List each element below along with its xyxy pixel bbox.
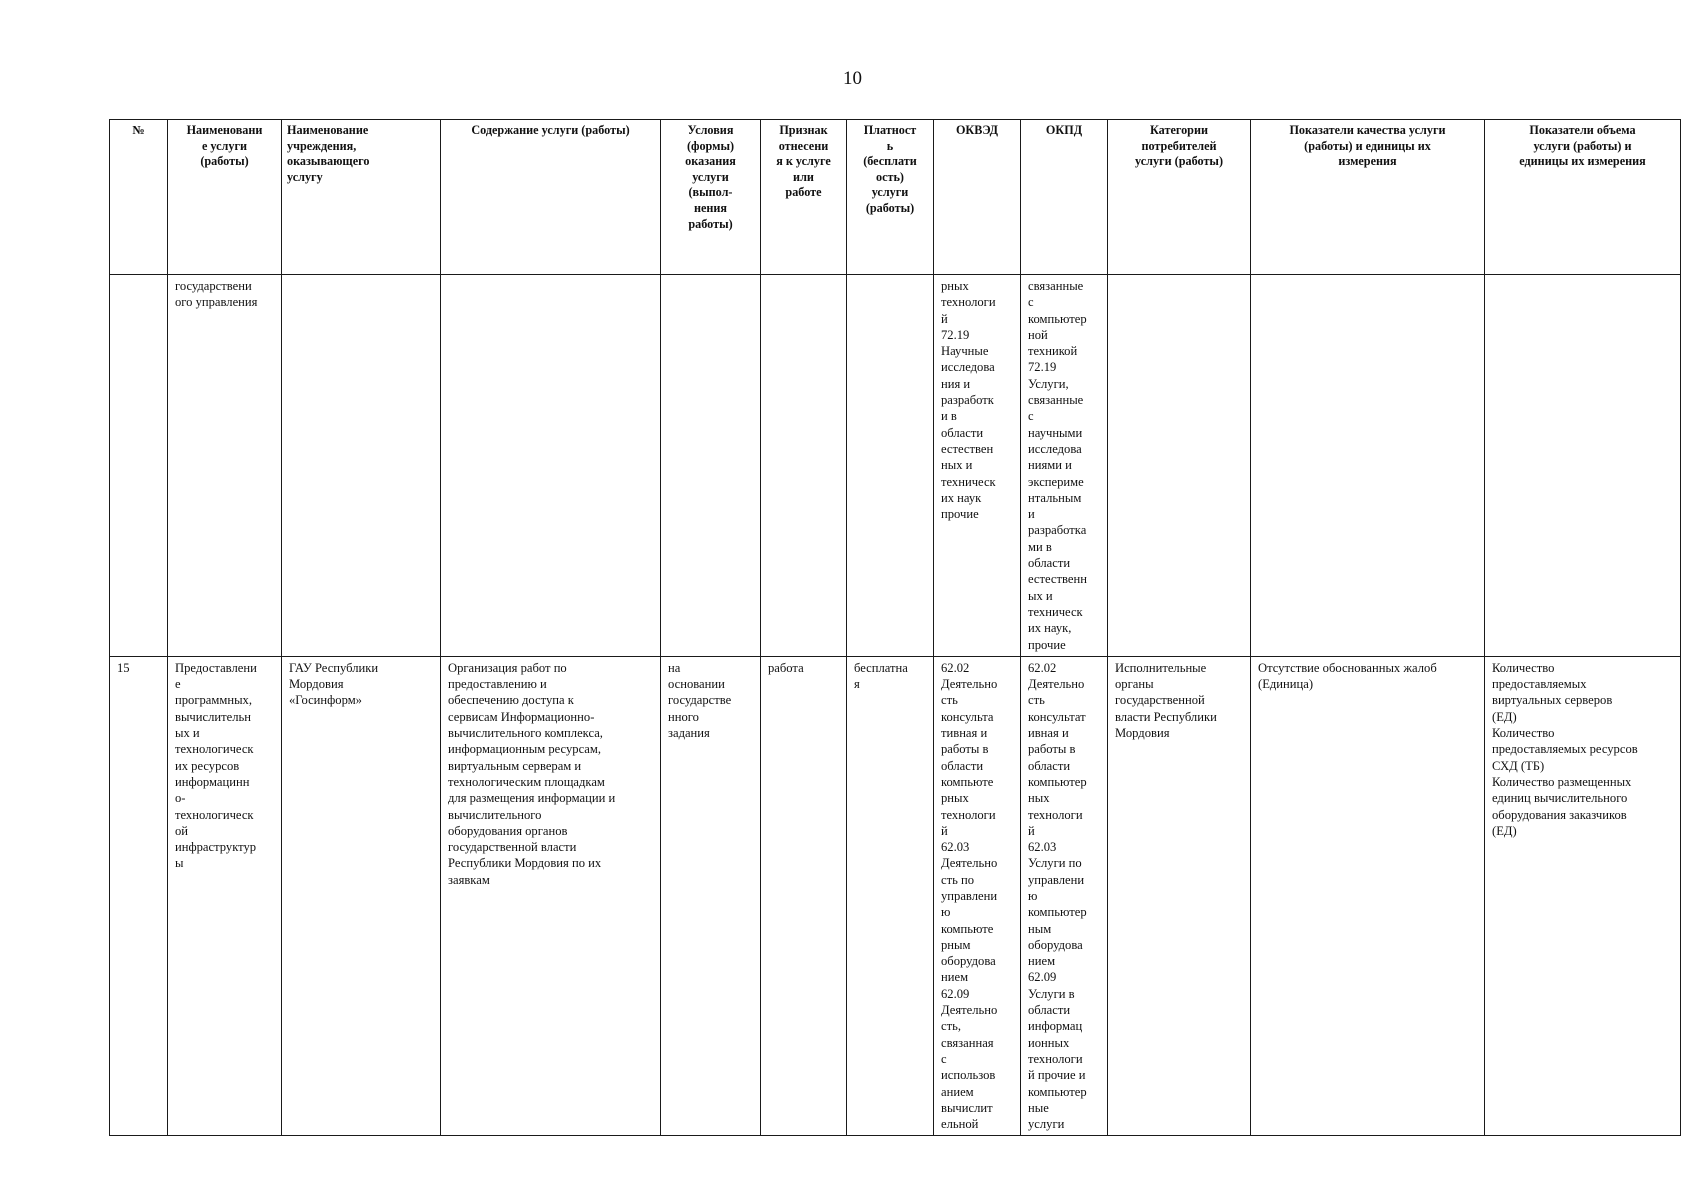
cell-conditions: на основании государстве нного задания <box>661 656 761 1136</box>
cell-attribute <box>761 275 847 657</box>
header-quality: Показатели качества услуги (работы) и единицы их измерения <box>1251 120 1485 275</box>
header-service-name: Наименовани е услуги (работы) <box>168 120 282 275</box>
cell-volume: Количество предоставляемых виртуальных серверов (ЕД) Количество предоставляемых ресурсов СХД (ТБ) Количество размещенных единиц вычислительного оборудования заказчиков (ЕД) <box>1485 656 1681 1136</box>
cell-content <box>441 275 661 657</box>
cell-conditions <box>661 275 761 657</box>
header-okved: ОКВЭД <box>934 120 1021 275</box>
cell-content: Организация работ по предоставлению и обеспечению доступа к сервисам Информационно- вычислительного комплекса, информационным ресурсам, виртуальным серверам и технологическим площадкам для размещения информации и вычислительного оборудования органов государственной власти Республики Мордовия по их заявкам <box>441 656 661 1136</box>
header-institution: Наименование учреждения, оказывающего услугу <box>282 120 441 275</box>
cell-quality <box>1251 275 1485 657</box>
cell-consumers <box>1108 275 1251 657</box>
header-okpd: ОКПД <box>1021 120 1108 275</box>
cell-service-name: государствени ого управления <box>168 275 282 657</box>
table-header-row <box>110 120 1681 275</box>
header-conditions: Условия (формы) оказания услуги (выпол- нения работы) <box>661 120 761 275</box>
table-row <box>110 275 1681 657</box>
header-payment: Платност ь (бесплати ость) услуги (работы) <box>847 120 934 275</box>
page-number: 10 <box>843 68 862 89</box>
header-consumers: Категории потребителей услуги (работы) <box>1108 120 1251 275</box>
header-number: № <box>110 120 168 275</box>
cell-okved: рных технологи й 72.19 Научные исследова ния и разработк и в области естествен ных и техническ их наук прочие <box>934 275 1021 657</box>
cell-payment <box>847 275 934 657</box>
cell-quality: Отсутствие обоснованных жалоб (Единица) <box>1251 656 1485 1136</box>
cell-number: 15 <box>110 656 168 1136</box>
cell-institution: ГАУ Республики Мордовия «Госинформ» <box>282 656 441 1136</box>
cell-institution <box>282 275 441 657</box>
cell-payment: бесплатна я <box>847 656 934 1136</box>
cell-volume <box>1485 275 1681 657</box>
header-volume: Показатели объема услуги (работы) и единицы их измерения <box>1485 120 1681 275</box>
services-table <box>109 119 1681 1136</box>
cell-okved: 62.02 Деятельно сть консульта тивная и работы в области компьюте рных технологи й 62.03 Деятельно сть по управлени ю компьюте рным оборудова нием 62.09 Деятельно сть, связанная с использов анием вычислит ельной <box>934 656 1021 1136</box>
header-content: Содержание услуги (работы) <box>441 120 661 275</box>
cell-consumers: Исполнительные органы государственной власти Республики Мордовия <box>1108 656 1251 1136</box>
table-row <box>110 656 1681 1136</box>
cell-attribute: работа <box>761 656 847 1136</box>
cell-okpd: связанные с компьютер ной техникой 72.19 Услуги, связанные с научными исследова ниями и эксперимe нтальным и разработка ми в области естественн ых и техническ их наук, прочие <box>1021 275 1108 657</box>
cell-service-name: Предоставлени е программных, вычислительн ых и технологическ их ресурсов информацинн о- технологическ ой инфраструктур ы <box>168 656 282 1136</box>
cell-number <box>110 275 168 657</box>
cell-okpd: 62.02 Деятельно сть консультат ивная и работы в области компьютер ных технологи й 62.03 Услуги по управлени ю компьютер ным оборудова нием 62.09 Услуги в области информац ионных технологи й прочие и компьютер ные услуги <box>1021 656 1108 1136</box>
header-attribute: Признак отнесени я к услуге или работе <box>761 120 847 275</box>
